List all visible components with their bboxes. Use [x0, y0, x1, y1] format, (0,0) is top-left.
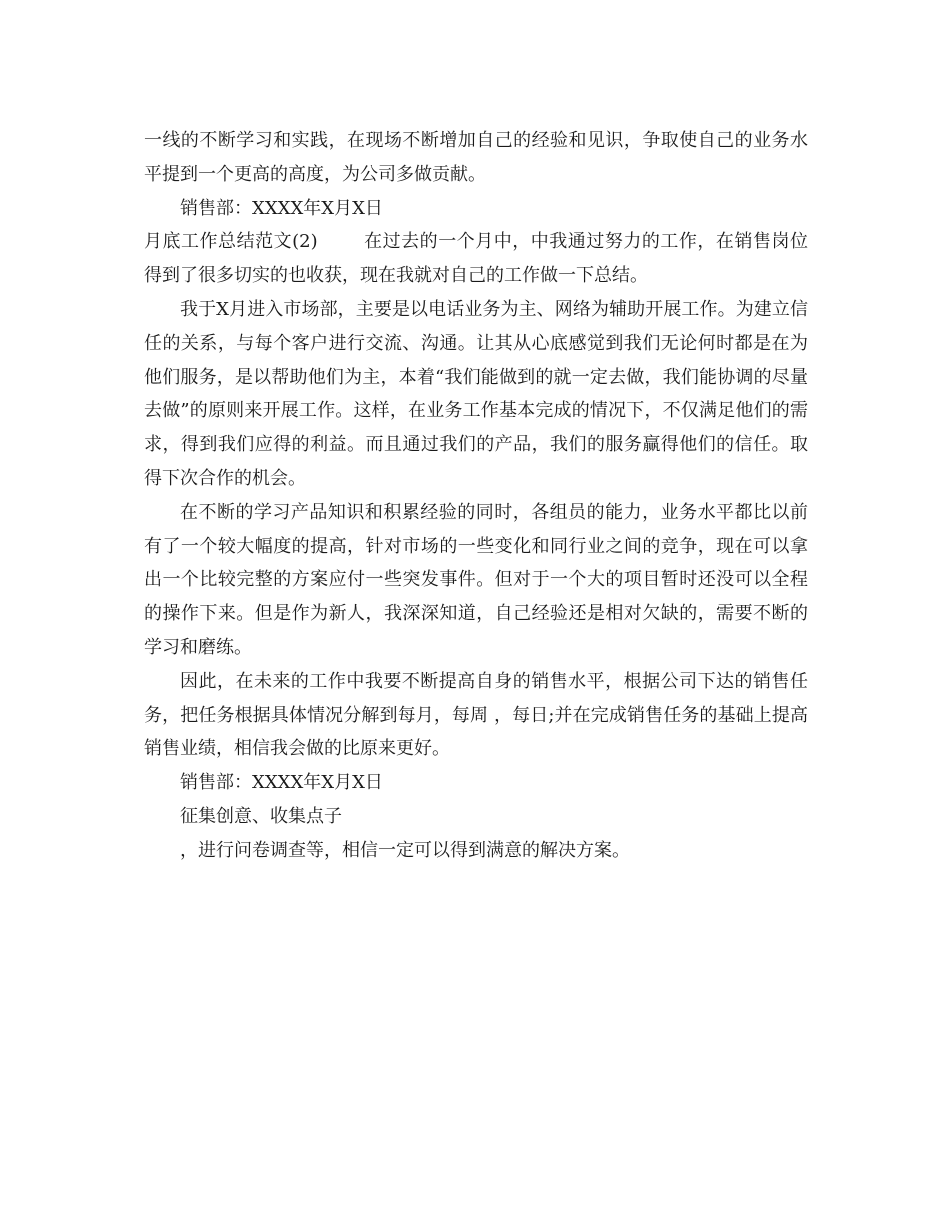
section-heading-paragraph [144, 225, 808, 293]
paragraph-9: ，进行问卷调查等，相信一定可以得到满意的解决方案。 [180, 839, 630, 861]
signature-line-2: 销售部：XXXX年X月X日 [180, 772, 383, 794]
document-body [144, 124, 808, 868]
paragraph-1: 一线的不断学习和实践，在现场不断增加自己的经验和见识，争取使自己的业务水平提到一个更高的高度，为公司多做贡献。 [144, 130, 808, 185]
signature-line-1: 销售部：XXXX年X月X日 [180, 197, 383, 219]
section-title: 月底工作总结范文(2) [144, 231, 318, 253]
paragraph-6: 因此，在未来的工作中我要不断提高自身的销售水平，根据公司下达的销售任务，把任务根据具体情况分解到每月，每周 ，每日;并在完成销售任务的基础上提高销售业绩，相信我会做的比原来更好。 [144, 670, 808, 760]
paragraph-4: 我于X月进入市场部，主要是以电话业务为主、网络为辅助开展工作。为建立信任的关系，与每个客户进行交流、沟通。让其从心底感觉到我们无论何时都是在为他们服务，是以帮助他们为主，本着“我们能做到的就一定去做，我们能协调的尽量去做”的原则来开展工作。这样，在业务工作基本完成的情况下，不仅满足他们的需求，得到我们应得的利益。而且通过我们的产品，我们的服务赢得他们的信任。取得下次合作的机会。 [144, 298, 808, 489]
paragraph-5: 在不断的学习产品知识和积累经验的同时，各组员的能力，业务水平都比以前有了一个较大幅度的提高，针对市场的一些变化和同行业之间的竞争，现在可以拿出一个比较完整的方案应付一些突发事件。但对于一个大的项目暂时还没可以全程的操作下来。但是作为新人，我深深知道，自己经验还是相对欠缺的，需要不断的学习和磨练。 [144, 501, 808, 658]
section-intro: 在过去的一个月中，中我通过努力的工作，在销售岗位得到了很多切实的也收获，现在我就对自己的工作做一下总结。 [144, 231, 808, 287]
paragraph-8: 征集创意、收集点子 [180, 805, 342, 827]
